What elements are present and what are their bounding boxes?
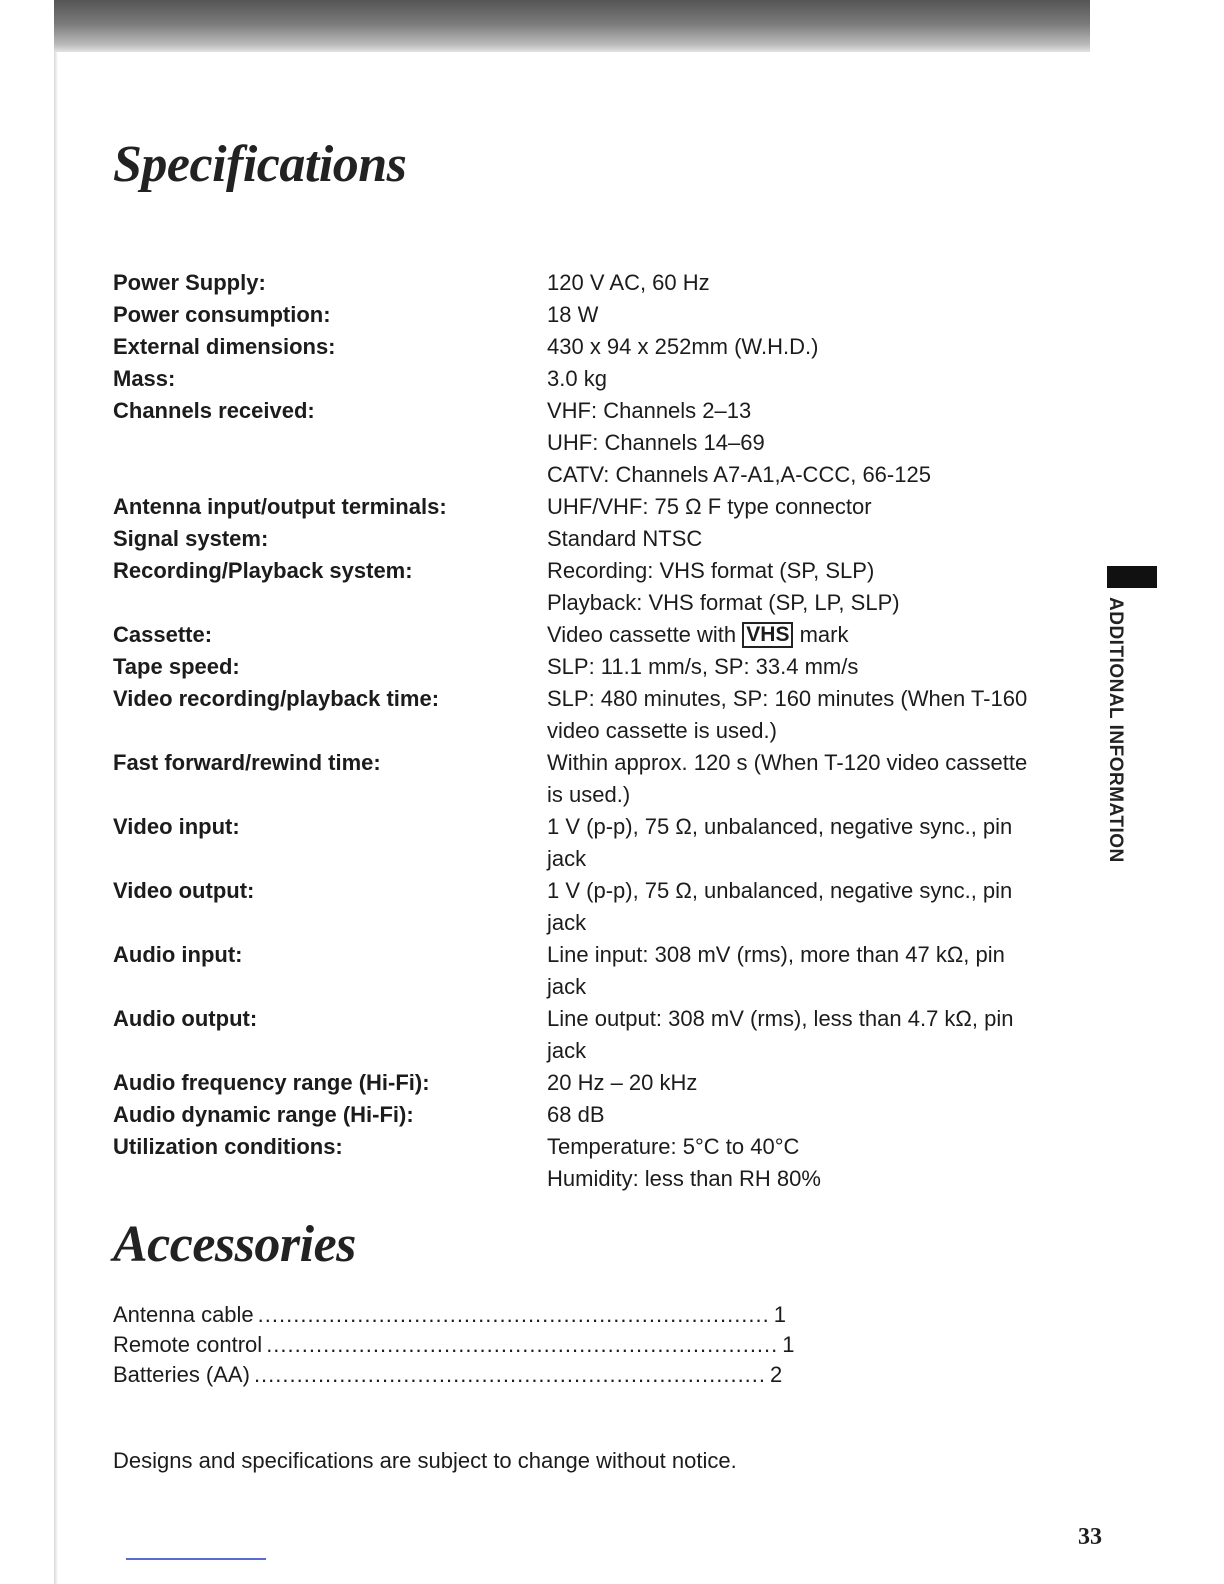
- list-item: [113, 1360, 783, 1390]
- spec-label: Channels received:: [113, 398, 315, 423]
- spec-value: 1 V (p-p), 75 Ω, unbalanced, negative sync., pin: [547, 814, 1013, 839]
- bottom-rule: [126, 1558, 266, 1560]
- spec-value: Line output: 308 mV (rms), less than 4.7 kΩ, pin: [547, 1006, 1014, 1031]
- section-tab-label: ADDITIONAL INFORMATION: [1105, 597, 1126, 863]
- footnote: Designs and specifications are subject to change without notice.: [113, 1448, 737, 1473]
- spec-value: jack: [547, 846, 587, 871]
- leader-dots: ........................................................................: [253, 1362, 767, 1387]
- page-edge-shadow: [54, 52, 58, 1584]
- page-title: Specifications: [113, 136, 407, 193]
- spec-value: 18 W: [547, 302, 599, 327]
- spec-label: Mass:: [113, 366, 176, 391]
- spec-label: External dimensions:: [113, 334, 336, 359]
- spec-row-video-output: [113, 875, 1073, 939]
- accessory-name: Remote control: [113, 1332, 263, 1357]
- spec-row-audio-dynamic-range: [113, 1099, 1073, 1131]
- spec-value: [547, 619, 1073, 651]
- spec-value: UHF/VHF: 75 Ω F type connector: [547, 494, 872, 519]
- page-number: 33: [1078, 1524, 1102, 1550]
- spec-value: video cassette is used.): [547, 718, 777, 743]
- spec-value: is used.): [547, 782, 631, 807]
- cassette-value-prefix: Video cassette with: [547, 622, 737, 647]
- spec-label: Antenna input/output terminals:: [113, 494, 447, 519]
- section-tab-marker: [1107, 566, 1157, 588]
- spec-row-tape-speed: [113, 651, 1073, 683]
- spec-label: Video recording/playback time:: [113, 686, 440, 711]
- spec-value: Humidity: less than RH 80%: [547, 1166, 821, 1191]
- spec-label: Video output:: [113, 878, 255, 903]
- accessory-name: Antenna cable: [113, 1302, 254, 1327]
- spec-label: Cassette:: [113, 622, 213, 647]
- spec-table: [113, 267, 1073, 1195]
- spec-value: 120 V AC, 60 Hz: [547, 270, 710, 295]
- spec-label: Signal system:: [113, 526, 269, 551]
- spec-row-ff-rewind-time: [113, 747, 1073, 811]
- vhs-logo-icon: VHS: [742, 622, 793, 648]
- list-item: [113, 1330, 795, 1360]
- list-item: [113, 1300, 787, 1330]
- spec-value: UHF: Channels 14–69: [547, 430, 765, 455]
- cassette-value-suffix: mark: [799, 622, 849, 647]
- leader-dots: ........................................................................: [257, 1302, 770, 1327]
- spec-label: Audio dynamic range (Hi-Fi):: [113, 1102, 414, 1127]
- spec-value: 1 V (p-p), 75 Ω, unbalanced, negative sync., pin: [547, 878, 1013, 903]
- top-scan-band: [54, 0, 1090, 52]
- spec-label: Tape speed:: [113, 654, 240, 679]
- spec-value: VHF: Channels 2–13: [547, 398, 752, 423]
- spec-row-recording-playback: [113, 555, 1073, 619]
- spec-row-utilization-conditions: [113, 1131, 1073, 1195]
- spec-label: Video input:: [113, 814, 240, 839]
- spec-value: jack: [547, 1038, 587, 1063]
- spec-value: 3.0 kg: [547, 366, 607, 391]
- spec-value: jack: [547, 974, 587, 999]
- spec-value: CATV: Channels A7-A1,A-CCC, 66-125: [547, 462, 931, 487]
- spec-label: Fast forward/rewind time:: [113, 750, 381, 775]
- spec-row-mass: [113, 363, 1073, 395]
- spec-row-external-dimensions: [113, 331, 1073, 363]
- spec-row-recording-time: [113, 683, 1073, 747]
- spec-row-power-consumption: [113, 299, 1073, 331]
- spec-value: Within approx. 120 s (When T-120 video cassette: [547, 750, 1028, 775]
- accessory-quantity: 2: [770, 1362, 783, 1387]
- spec-row-video-input: [113, 811, 1073, 875]
- spec-label: Recording/Playback system:: [113, 558, 413, 583]
- spec-value: Standard NTSC: [547, 526, 703, 551]
- spec-row-audio-output: [113, 1003, 1073, 1067]
- spec-label: Power Supply:: [113, 270, 266, 295]
- spec-row-signal-system: [113, 523, 1073, 555]
- spec-row-power-supply: [113, 267, 1073, 299]
- spec-value: Line input: 308 mV (rms), more than 47 kΩ, pin: [547, 942, 1005, 967]
- spec-label: Audio output:: [113, 1006, 258, 1031]
- spec-label: Power consumption:: [113, 302, 331, 327]
- accessory-name: Batteries (AA): [113, 1362, 250, 1387]
- spec-value: Playback: VHS format (SP, LP, SLP): [547, 590, 900, 615]
- spec-row-cassette: [113, 619, 1073, 651]
- spec-value: 430 x 94 x 252mm (W.H.D.): [547, 334, 819, 359]
- accessory-quantity: 1: [773, 1302, 787, 1327]
- spec-value: SLP: 11.1 mm/s, SP: 33.4 mm/s: [547, 654, 859, 679]
- spec-label: Utilization conditions:: [113, 1134, 343, 1159]
- spec-row-audio-frequency-range: [113, 1067, 1073, 1099]
- spec-value: Temperature: 5°C to 40°C: [547, 1134, 800, 1159]
- spec-row-antenna-terminals: [113, 491, 1073, 523]
- leader-dots: ........................................................................: [266, 1332, 779, 1357]
- accessory-quantity: 1: [782, 1332, 795, 1357]
- spec-value: 68 dB: [547, 1102, 605, 1127]
- spec-label: Audio frequency range (Hi-Fi):: [113, 1070, 430, 1095]
- accessories-title: Accessories: [113, 1216, 356, 1273]
- spec-row-channels-received: [113, 395, 1073, 491]
- accessories-list: [113, 1300, 795, 1390]
- spec-value: 20 Hz – 20 kHz: [547, 1070, 698, 1095]
- spec-label: Audio input:: [113, 942, 243, 967]
- spec-value: SLP: 480 minutes, SP: 160 minutes (When T-160: [547, 686, 1028, 711]
- spec-value: jack: [547, 910, 587, 935]
- spec-value: Recording: VHS format (SP, SLP): [547, 558, 875, 583]
- spec-row-audio-input: [113, 939, 1073, 1003]
